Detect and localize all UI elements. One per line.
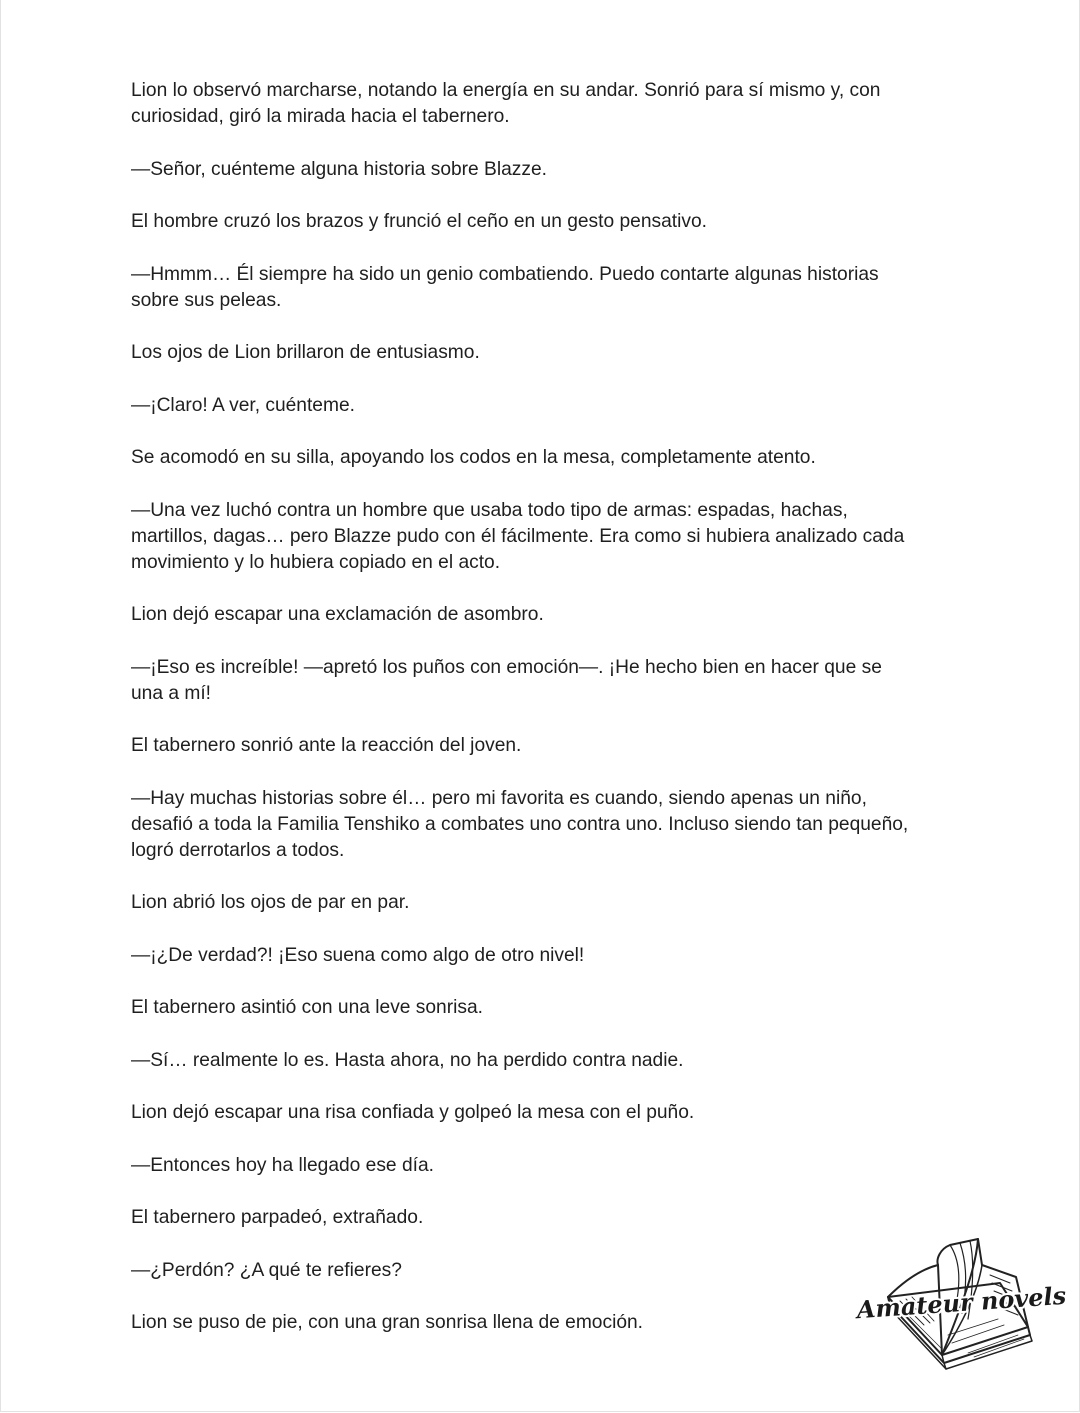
paragraph: Lion dejó escapar una exclamación de asombro.	[131, 604, 544, 625]
paragraph: Lion dejó escapar una risa confiada y golpeó la mesa con el puño.	[131, 1102, 695, 1123]
paragraph: —Hmmm… Él siempre ha sido un genio combatiendo. Puedo contarte algunas historias sobre sus peleas.	[131, 263, 879, 311]
paragraph: El hombre cruzó los brazos y frunció el ceño en un gesto pensativo.	[131, 211, 707, 232]
paragraph: —Hay muchas historias sobre él… pero mi favorita es cuando, siendo apenas un niño, desafió a toda la Familia Tenshiko a combates uno contra uno. Incluso siendo tan pequeño, logró derrotarlos a todos.	[131, 787, 909, 861]
amateur-novels-logo	[855, 1235, 1067, 1383]
paragraph: —¡Eso es increíble! —apretó los puños con emoción—. ¡He hecho bien en hacer que se una a mí!	[131, 656, 882, 704]
paragraph: —¡Claro! A ver, cuénteme.	[131, 394, 355, 416]
paragraph: Lion abrió los ojos de par en par.	[131, 892, 410, 913]
paragraph: —Sí… realmente lo es. Hasta ahora, no ha perdido contra nadie.	[131, 1049, 684, 1071]
watermark-text: Amateur novels	[855, 1280, 1067, 1325]
paragraph: Se acomodó en su silla, apoyando los codos en la mesa, completamente atento.	[131, 447, 816, 468]
document-body	[131, 78, 943, 1363]
paragraph: El tabernero asintió con una leve sonrisa.	[131, 997, 483, 1018]
paragraph: El tabernero parpadeó, extrañado.	[131, 1207, 424, 1228]
paragraph: —¡¿De verdad?! ¡Eso suena como algo de otro nivel!	[131, 944, 585, 966]
paragraph: —Señor, cuénteme alguna historia sobre Blazze.	[131, 158, 547, 180]
paragraph: —Entonces hoy ha llegado ese día.	[131, 1154, 434, 1176]
open-book-icon	[855, 1235, 1067, 1383]
paragraph: Lion se puso de pie, con una gran sonrisa llena de emoción.	[131, 1312, 644, 1333]
paragraph: El tabernero sonrió ante la reacción del joven.	[131, 735, 522, 756]
paragraph: —¿Perdón? ¿A qué te refieres?	[131, 1259, 402, 1281]
paragraph: —Una vez luchó contra un hombre que usaba todo tipo de armas: espadas, hachas, martillos, dagas… pero Blazze pudo con él fácilmente. Era como si hubiera analizado cada movimiento y lo hubiera copiado en el acto.	[131, 499, 905, 573]
paragraph: Lion lo observó marcharse, notando la energía en su andar. Sonrió para sí mismo y, con curiosidad, giró la mirada hacia el tabernero.	[131, 80, 881, 127]
paragraph: Los ojos de Lion brillaron de entusiasmo.	[131, 342, 480, 363]
